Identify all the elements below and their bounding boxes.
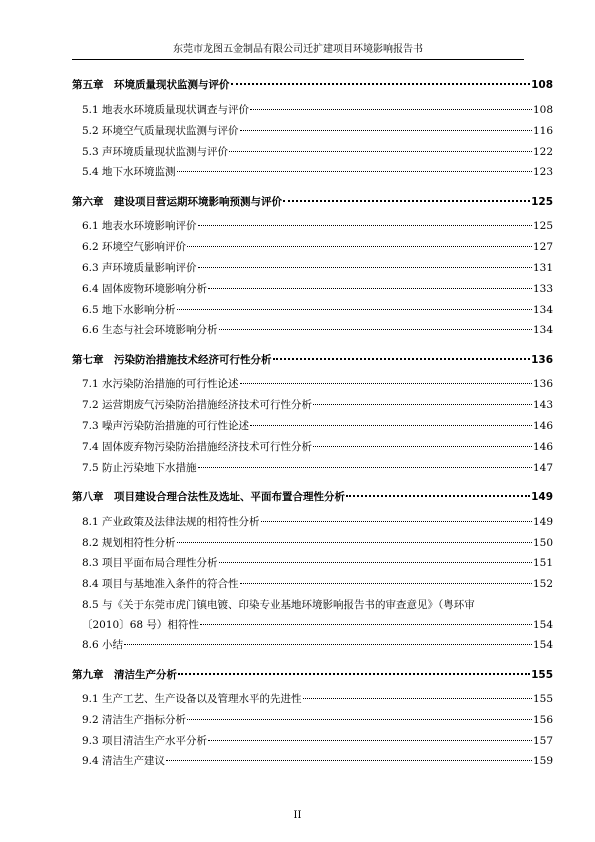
dot-leader: [219, 329, 532, 330]
toc-section-entry[interactable]: [72, 103, 553, 117]
toc-entry-title: 第七章 污染防治措施技术经济可行性分析: [72, 354, 272, 366]
toc-entry-title: 7.5 防止污染地下水措施: [82, 462, 197, 474]
toc-section-entry[interactable]: [72, 419, 553, 433]
toc-entry-page: 157: [532, 735, 553, 747]
dot-leader: [200, 624, 532, 625]
toc-section-entry[interactable]: [72, 556, 553, 570]
dot-leader: [273, 358, 531, 360]
toc-entry-title: 8.6 小结: [82, 639, 124, 651]
toc-entry-page: 149: [531, 491, 553, 503]
toc-entry-title: 8.3 项目平面布局合理性分析: [82, 557, 218, 569]
toc-entry-title: 7.3 噪声污染防治措施的可行性论述: [82, 420, 250, 432]
toc-section-entry[interactable]: [72, 515, 553, 529]
toc-entry-page: 159: [532, 755, 553, 767]
dot-leader: [303, 698, 532, 699]
running-header: 东莞市龙图五金制品有限公司迁扩建项目环境影响报告书: [173, 44, 423, 55]
toc-entry-title: 9.1 生产工艺、生产设备以及管理水平的先进性: [82, 693, 302, 705]
toc-chapter-entry[interactable]: [72, 195, 553, 209]
dot-leader: [313, 446, 532, 447]
toc-section-entry[interactable]: [72, 577, 553, 591]
toc-entry-page: 146: [532, 441, 553, 453]
toc-section-entry[interactable]: [72, 713, 553, 727]
dot-leader: [198, 267, 532, 268]
toc-entry-title: 6.6 生态与社会环境影响分析: [82, 324, 218, 336]
dot-leader: [240, 383, 532, 384]
toc-entry-page: 136: [531, 354, 553, 366]
toc-section-entry[interactable]: [72, 440, 553, 454]
dot-leader: [250, 425, 532, 426]
toc-entry-page: 147: [532, 462, 553, 474]
dot-leader: [219, 562, 532, 563]
toc-section-entry[interactable]: [72, 124, 553, 138]
toc-entry-page: 151: [532, 557, 553, 569]
toc-entry-page: 150: [532, 537, 553, 549]
toc-entry-page: 134: [532, 324, 553, 336]
toc-entry-page: 123: [532, 166, 553, 178]
toc-section-entry[interactable]: [72, 638, 553, 652]
toc-entry-title: 〔2010〕68 号）相符性: [82, 619, 199, 631]
toc-entry-page: 131: [532, 262, 553, 274]
toc-entry-page: 155: [532, 693, 553, 705]
toc-section-entry[interactable]: [72, 261, 553, 275]
toc-section-entry[interactable]: [72, 145, 553, 159]
toc-entry-page: 133: [532, 283, 553, 295]
dot-leader: [346, 495, 530, 497]
toc-entry-title: 第六章 建设项目营运期环境影响预测与评价: [72, 196, 282, 208]
toc-entry-page: 154: [532, 639, 553, 651]
header-rule: [72, 59, 524, 60]
toc-entry-page: 108: [531, 79, 553, 91]
toc-entry-title: 8.4 项目与基地准入条件的符合性: [82, 578, 239, 590]
page-number: II: [293, 810, 302, 821]
toc-entry-title: 5.4 地下水环境监测: [82, 166, 176, 178]
toc-entry-title: 6.3 声环境质量影响评价: [82, 262, 197, 274]
toc-entry-title: 9.2 清洁生产指标分析: [82, 714, 187, 726]
toc-chapter-entry[interactable]: [72, 78, 553, 92]
dot-leader: [178, 673, 530, 675]
toc-entry-page: 125: [531, 196, 553, 208]
dot-leader: [261, 521, 532, 522]
toc-entry-title: 7.2 运营期废气污染防治措施经济技术可行性分析: [82, 399, 313, 411]
toc-entry-title: 5.3 声环境质量现状监测与评价: [82, 146, 229, 158]
toc-section-entry[interactable]: [72, 734, 553, 748]
toc-section-entry[interactable]: [72, 536, 553, 550]
dot-leader: [187, 719, 532, 720]
toc-entry-page: 134: [532, 304, 553, 316]
toc-entry-page: 127: [532, 241, 553, 253]
toc-chapter-entry[interactable]: [72, 490, 553, 504]
dot-leader: [229, 151, 532, 152]
toc-entry-title: 5.1 地表水环境质量现状调查与评价: [82, 104, 250, 116]
dot-leader: [198, 225, 532, 226]
toc-entry-page: 154: [532, 619, 553, 631]
toc-section-entry[interactable]: [72, 754, 553, 768]
toc-section-entry[interactable]: [72, 240, 553, 254]
toc-section-entry[interactable]: [72, 377, 553, 391]
toc-entry-title: 5.2 环境空气质量现状监测与评价: [82, 125, 239, 137]
toc-entry-title: 8.2 规划相符性分析: [82, 537, 176, 549]
toc-section-entry[interactable]: [72, 461, 553, 475]
toc-entry-page: 155: [531, 669, 553, 681]
toc-chapter-entry[interactable]: [72, 668, 553, 682]
toc-entry-title: 9.4 清洁生产建议: [82, 755, 166, 767]
toc-entry-title: 第五章 环境质量现状监测与评价: [72, 79, 230, 91]
dot-leader: [250, 109, 532, 110]
toc-section-entry[interactable]: [72, 303, 553, 317]
dot-leader: [208, 740, 532, 741]
toc-entry-title: 7.4 固体废弃物污染防治措施经济技术可行性分析: [82, 441, 313, 453]
dot-leader: [231, 83, 531, 85]
dot-leader: [177, 542, 532, 543]
toc-entry-title: 8.1 产业政策及法律法规的相符性分析: [82, 516, 260, 528]
dot-leader: [187, 246, 532, 247]
toc-entry-title: 9.3 项目清洁生产水平分析: [82, 735, 208, 747]
dot-leader: [124, 644, 532, 645]
dot-leader: [240, 583, 532, 584]
toc-section-entry[interactable]: [72, 282, 553, 296]
toc-entry-title: 6.1 地表水环境影响评价: [82, 220, 197, 232]
toc-entry-title: 第八章 项目建设合理合法性及选址、平面布置合理性分析: [72, 491, 345, 503]
dot-leader: [166, 760, 532, 761]
toc-entry-page: 143: [532, 399, 553, 411]
dot-leader: [177, 309, 532, 310]
toc-entry-page: 116: [532, 125, 553, 137]
toc-entry-title: 6.2 环境空气影响评价: [82, 241, 187, 253]
dot-leader: [283, 200, 530, 202]
toc-section-entry[interactable]: [72, 618, 553, 632]
toc-entry-page: 136: [532, 378, 553, 390]
dot-leader: [240, 130, 532, 131]
toc-entry-page: 156: [532, 714, 553, 726]
toc-section-entry[interactable]: [72, 219, 553, 233]
toc-entry-title: 6.4 固体废物环境影响分析: [82, 283, 208, 295]
toc-entry-line[interactable]: 8.5 与《关于东莞市虎门镇电镀、印染专业基地环境影响报告书的审查意见》（粤环审: [82, 599, 475, 611]
toc-entry-page: 149: [532, 516, 553, 528]
dot-leader: [313, 404, 532, 405]
toc-section-entry[interactable]: [72, 165, 553, 179]
toc-entry-page: 108: [532, 104, 553, 116]
toc-entry-page: 122: [532, 146, 553, 158]
dot-leader: [177, 171, 532, 172]
toc-entry-page: 125: [532, 220, 553, 232]
dot-leader: [208, 288, 532, 289]
toc-entry-title: 7.1 水污染防治措施的可行性论述: [82, 378, 239, 390]
toc-section-entry[interactable]: [72, 692, 553, 706]
toc-entry-page: 146: [532, 420, 553, 432]
toc-section-entry[interactable]: [72, 323, 553, 337]
toc-entry-title: 第九章 清洁生产分析: [72, 669, 177, 681]
toc-entry-title: 6.5 地下水影响分析: [82, 304, 176, 316]
toc-chapter-entry[interactable]: [72, 353, 553, 367]
toc-entry-page: 152: [532, 578, 553, 590]
dot-leader: [198, 467, 532, 468]
toc-section-entry[interactable]: [72, 398, 553, 412]
